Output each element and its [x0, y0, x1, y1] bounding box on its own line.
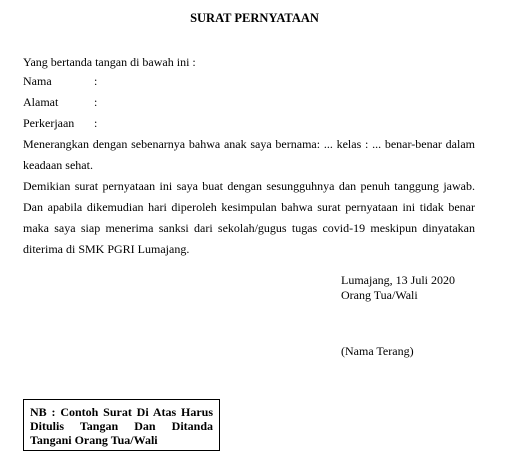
note-box: NB : Contoh Surat Di Atas Harus Ditulis Tangan Dan Ditanda Tangani Orang Tua/Wali — [23, 399, 220, 451]
signer-role: Orang Tua/Wali — [341, 288, 418, 302]
place-date: Lumajang, 13 Juli 2020 — [341, 273, 455, 287]
field-colon-perkerjaan: : — [94, 116, 98, 130]
field-label-alamat: Alamat — [23, 95, 59, 109]
paragraph-declaration: Demikian surat pernyataan ini saya buat dengan sesungguhnya dan penuh tanggung jawab. Dan apabila dikemudian hari diperoleh kesimpulan bahwa surat pernyataan ini tidak benar maka saya siap menerima sanksi dari sekolah/gugus tugas covid-19 meskipun dinyatakan diterima di SMK PGRI Lumajang. — [23, 179, 475, 256]
field-colon-alamat: : — [94, 95, 98, 109]
signer-name: (Nama Terang) — [341, 344, 414, 358]
intro-text: Yang bertanda tangan di bawah ini : — [23, 55, 196, 69]
paragraph-statement: Menerangkan dengan sebenarnya bahwa anak saya bernama: ... kelas : ... benar-benar dalam keadaan sehat. — [23, 137, 475, 172]
field-label-perkerjaan: Perkerjaan — [23, 116, 75, 130]
field-label-nama: Nama — [23, 74, 52, 88]
field-colon-nama: : — [94, 74, 98, 88]
document-title: SURAT PERNYATAAN — [190, 11, 319, 25]
